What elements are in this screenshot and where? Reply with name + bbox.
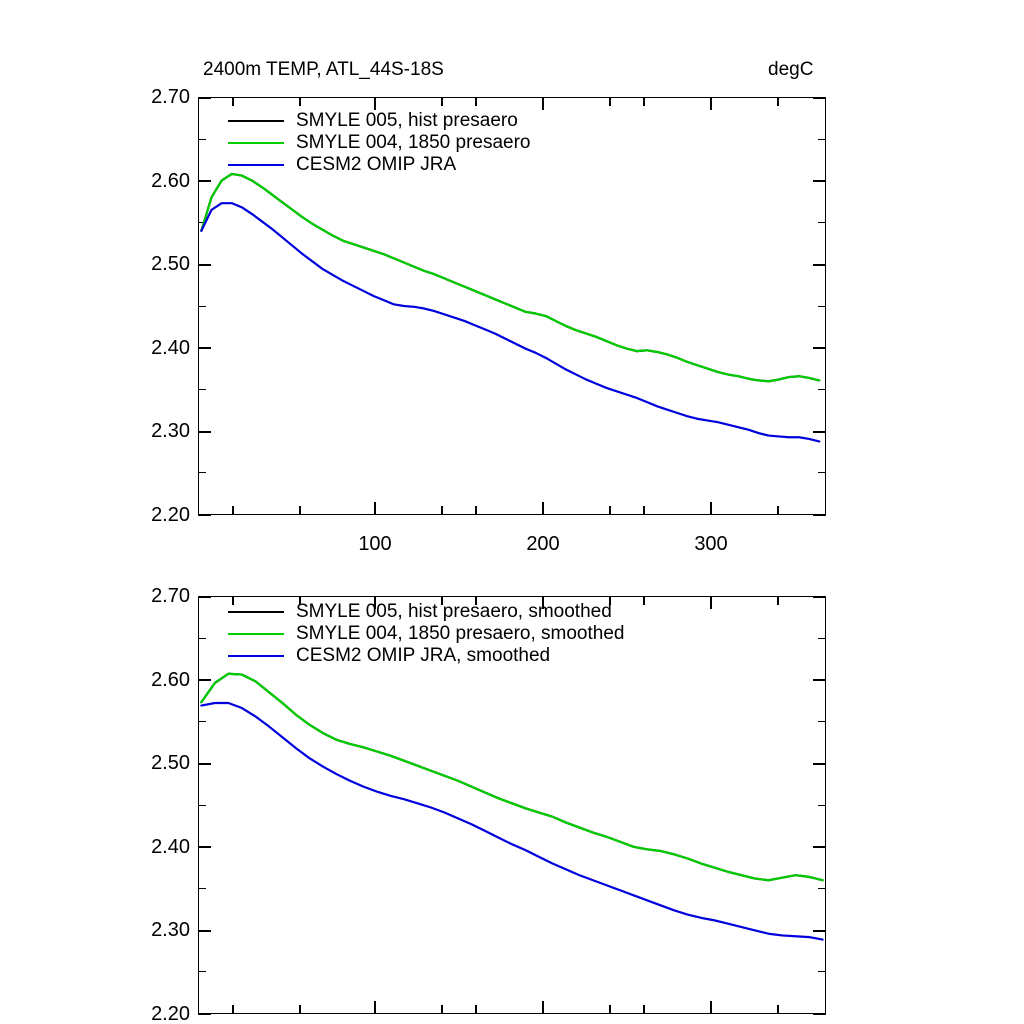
legend-label: SMYLE 004, 1850 presaero (296, 132, 531, 153)
xtick-label: 300 (694, 533, 728, 555)
legend-swatch-line (228, 655, 284, 657)
xtick-label: 200 (526, 533, 560, 555)
plot-units: degC (768, 59, 814, 80)
ytick-label: 2.60 (151, 170, 190, 192)
legend-swatch-line (228, 633, 284, 635)
legend-label: CESM2 OMIP JRA (296, 154, 457, 175)
legend-label: SMYLE 004, 1850 presaero, smoothed (296, 623, 625, 644)
ytick-label: 2.30 (151, 420, 190, 442)
plot-title: 2400m TEMP, ATL_44S-18S (203, 59, 444, 80)
series-line (201, 674, 822, 880)
ytick-label: 2.20 (151, 1003, 190, 1024)
series-line (201, 703, 822, 940)
series-line (201, 674, 822, 880)
ytick-label: 2.40 (151, 337, 190, 359)
legend-label: SMYLE 005, hist presaero, smoothed (296, 601, 612, 622)
ytick-label: 2.70 (151, 585, 190, 607)
legend-label: SMYLE 005, hist presaero (296, 110, 518, 131)
legend-label: CESM2 OMIP JRA, smoothed (296, 645, 551, 666)
ytick-label: 2.40 (151, 836, 190, 858)
ytick-label: 2.50 (151, 253, 190, 275)
xtick-label: 100 (358, 533, 392, 555)
legend-swatch-line (228, 611, 284, 613)
ytick-label: 2.60 (151, 669, 190, 691)
ytick-label: 2.20 (151, 504, 190, 526)
ytick-label: 2.70 (151, 86, 190, 108)
ytick-label: 2.30 (151, 919, 190, 941)
ytick-label: 2.50 (151, 752, 190, 774)
